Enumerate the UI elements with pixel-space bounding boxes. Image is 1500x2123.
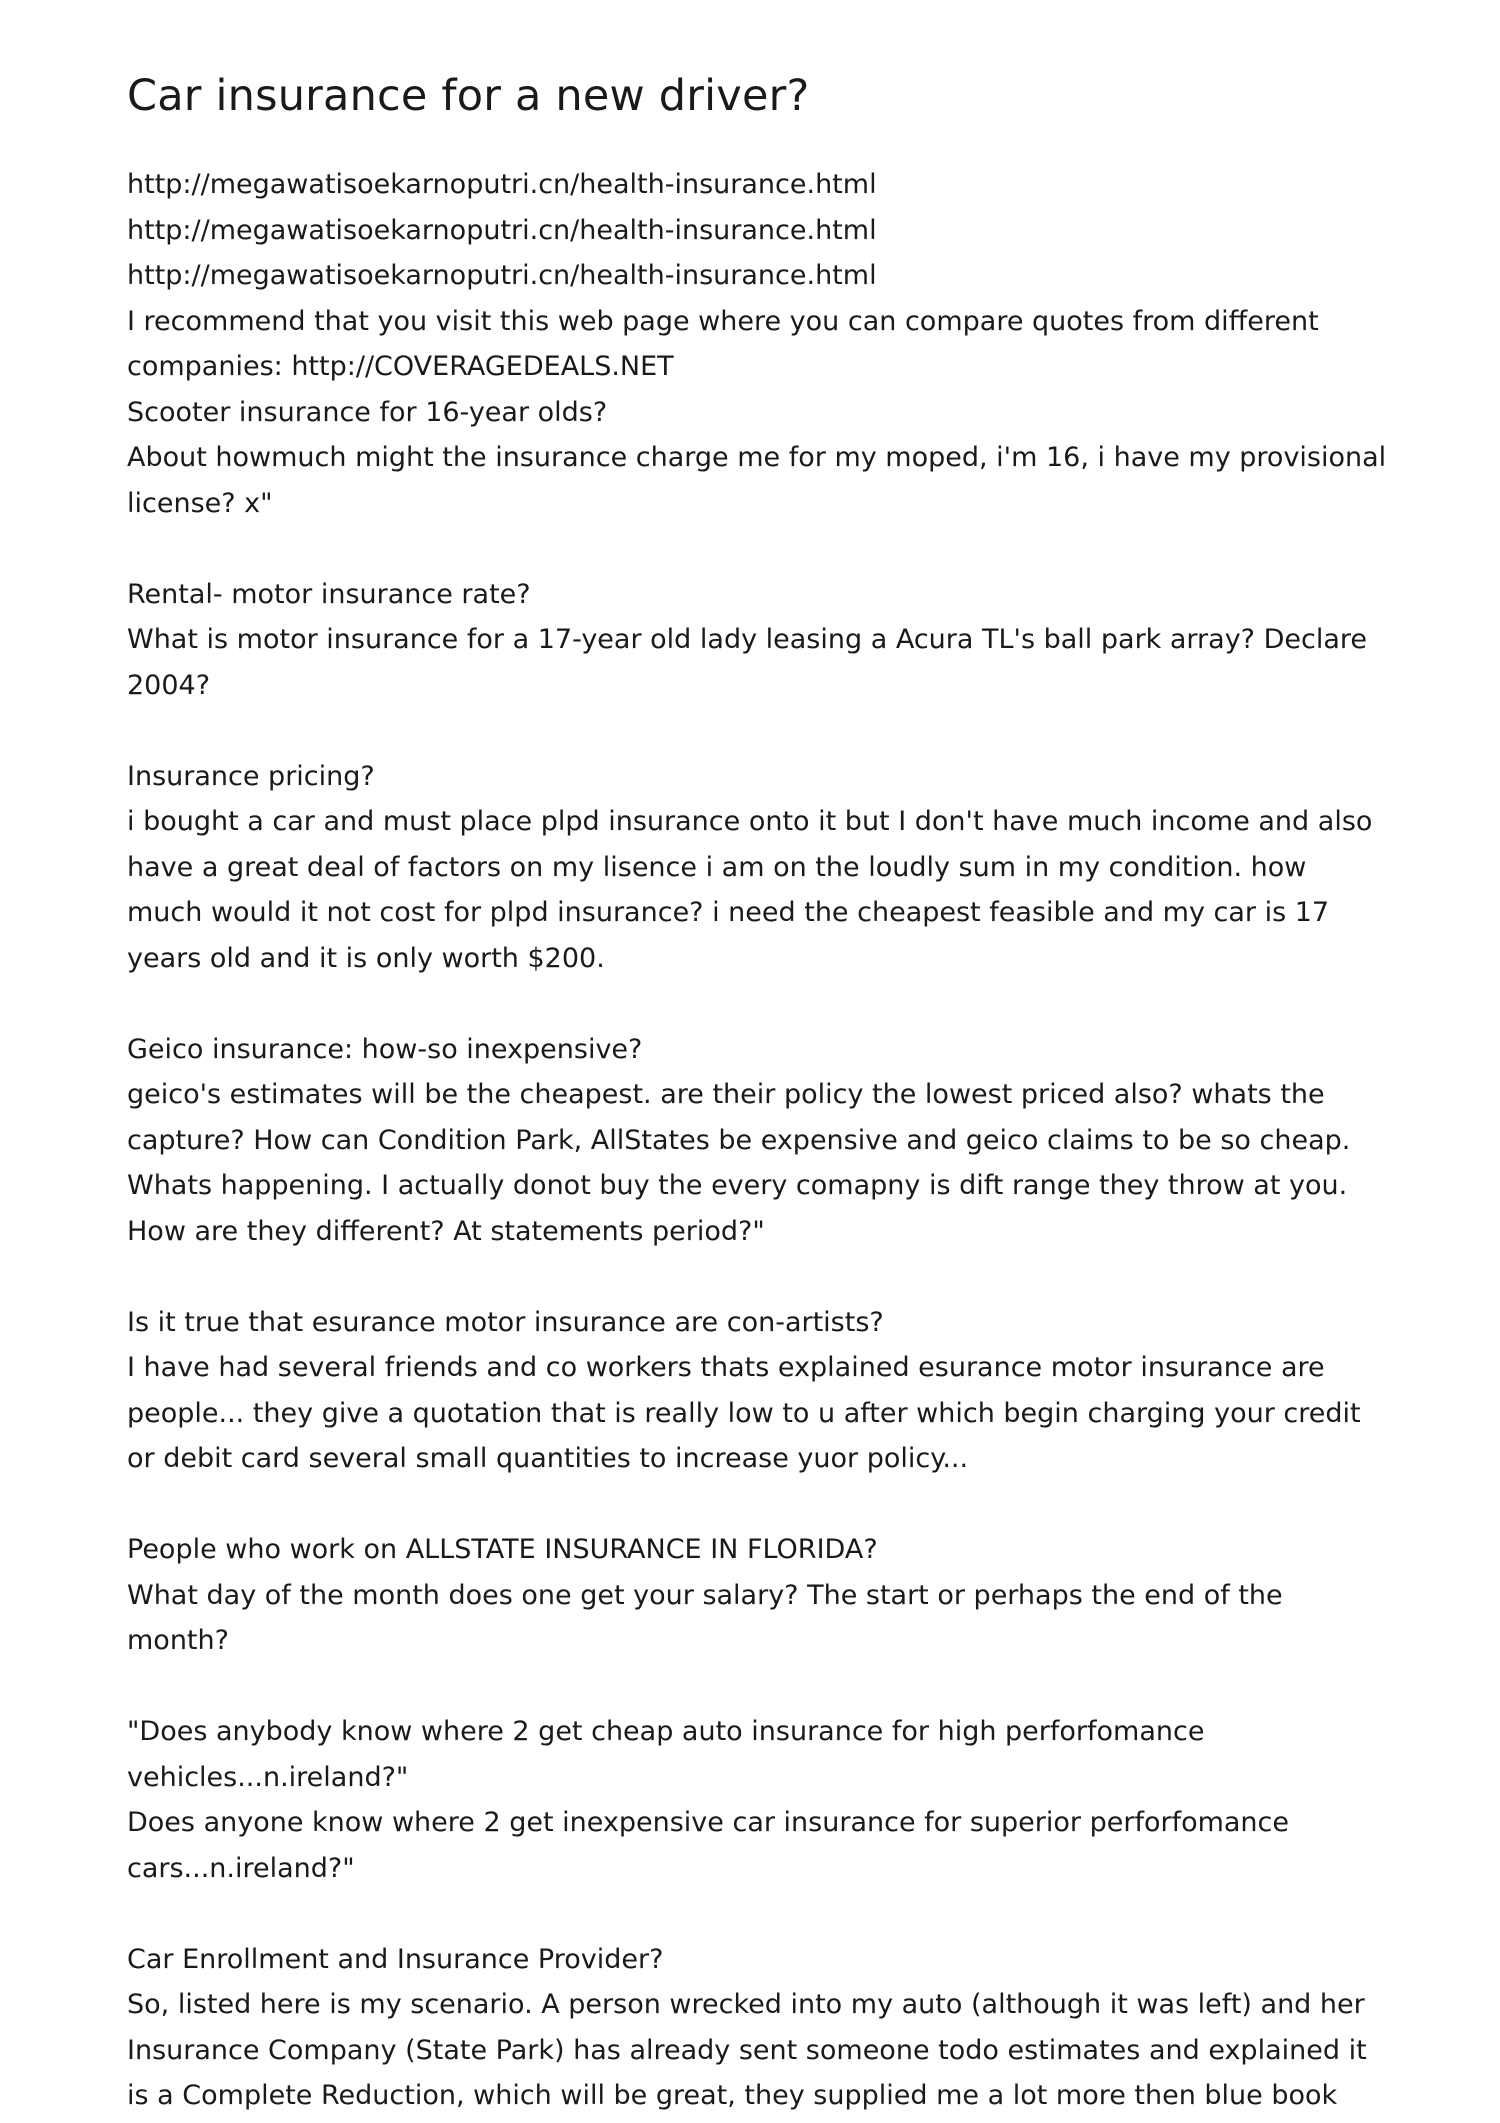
section-4-body: geico's estimates will be the cheapest. are their policy the lowest priced also? whats the capture? How can Condition Park, AllStates be expensive and geico claims to be so cheap. Whats happening. I actually donot buy the every comapny is dift range they throw at you. How are they different? At statements period?"	[127, 1079, 1351, 1247]
document-page	[127, 60, 1387, 2119]
section-1-body: About howmuch might the insurance charge me for my moped, i'm 16, i have my provisional license? x"	[127, 442, 1387, 519]
section-4-question: Geico insurance: how-so inexpensive?	[127, 1033, 643, 1065]
section-3-body: i bought a car and must place plpd insurance onto it but I don't have much income and also have a great deal of factors on my lisence i am on the loudly sum in my condition. how much would it not cost for plpd insurance? i need the cheapest feasible and my car is 17 years old and it is only worth $200.	[127, 806, 1373, 974]
intro-paragraph: I recommend that you visit this web page where you can compare quotes from different companies: http://COVERAGEDEALS.NET	[127, 305, 1319, 382]
page-title: Car insurance for a new driver?	[127, 71, 810, 121]
section-8-body: So, listed here is my scenario. A person wrecked into my auto (although it was left) and her Insurance Company (State Park) has already sent someone todo estimates and explained it is a Complete Reduction, which will be great, they supplied me a lot more then blue book	[127, 1989, 1367, 2111]
link-1[interactable]: http://megawatisoekarnoputri.cn/health-insurance.html	[127, 169, 877, 200]
paragraph-gap	[127, 1891, 1387, 1937]
link-2[interactable]: http://megawatisoekarnoputri.cn/health-insurance.html	[127, 214, 877, 246]
section-5-body: I have had several friends and co workers thats explained esurance motor insurance are people... they give a quotation that is really low to u after which begin charging your credit or debit card several small quantities to increase yuor policy...	[127, 1352, 1361, 1474]
section-1-question: Scooter insurance for 16-year olds?	[127, 396, 608, 428]
link-3[interactable]: http://megawatisoekarnoputri.cn/health-insurance.html	[127, 260, 877, 291]
paragraph-gap	[127, 526, 1387, 572]
section-3-question: Insurance pricing?	[127, 760, 375, 792]
paragraph-gap	[127, 1664, 1387, 1710]
section-7-body: Does anyone know where 2 get inexpensive car insurance for superior perforfomance cars...n.ireland?"	[127, 1807, 1290, 1884]
section-2-body: What is motor insurance for a 17-year old lady leasing a Acura TL's ball park array? Declare 2004?	[127, 624, 1368, 701]
paragraph-gap	[127, 981, 1387, 1027]
section-6-question: People who work on ALLSTATE INSURANCE IN FLORIDA?	[127, 1534, 878, 1565]
section-6-body: What day of the month does one get your salary? The start or perhaps the end of the month?	[127, 1579, 1283, 1656]
section-7-question: "Does anybody know where 2 get cheap auto insurance for high perforfomance vehicles...n.ireland?"	[127, 1716, 1205, 1793]
paragraph-gap	[127, 708, 1387, 754]
section-2-question: Rental- motor insurance rate?	[127, 578, 531, 610]
section-8-question: Car Enrollment and Insurance Provider?	[127, 1943, 664, 1975]
section-5-question: Is it true that esurance motor insurance are con-artists?	[127, 1306, 884, 1338]
paragraph-gap	[127, 1482, 1387, 1528]
paragraph-gap	[127, 1254, 1387, 1300]
